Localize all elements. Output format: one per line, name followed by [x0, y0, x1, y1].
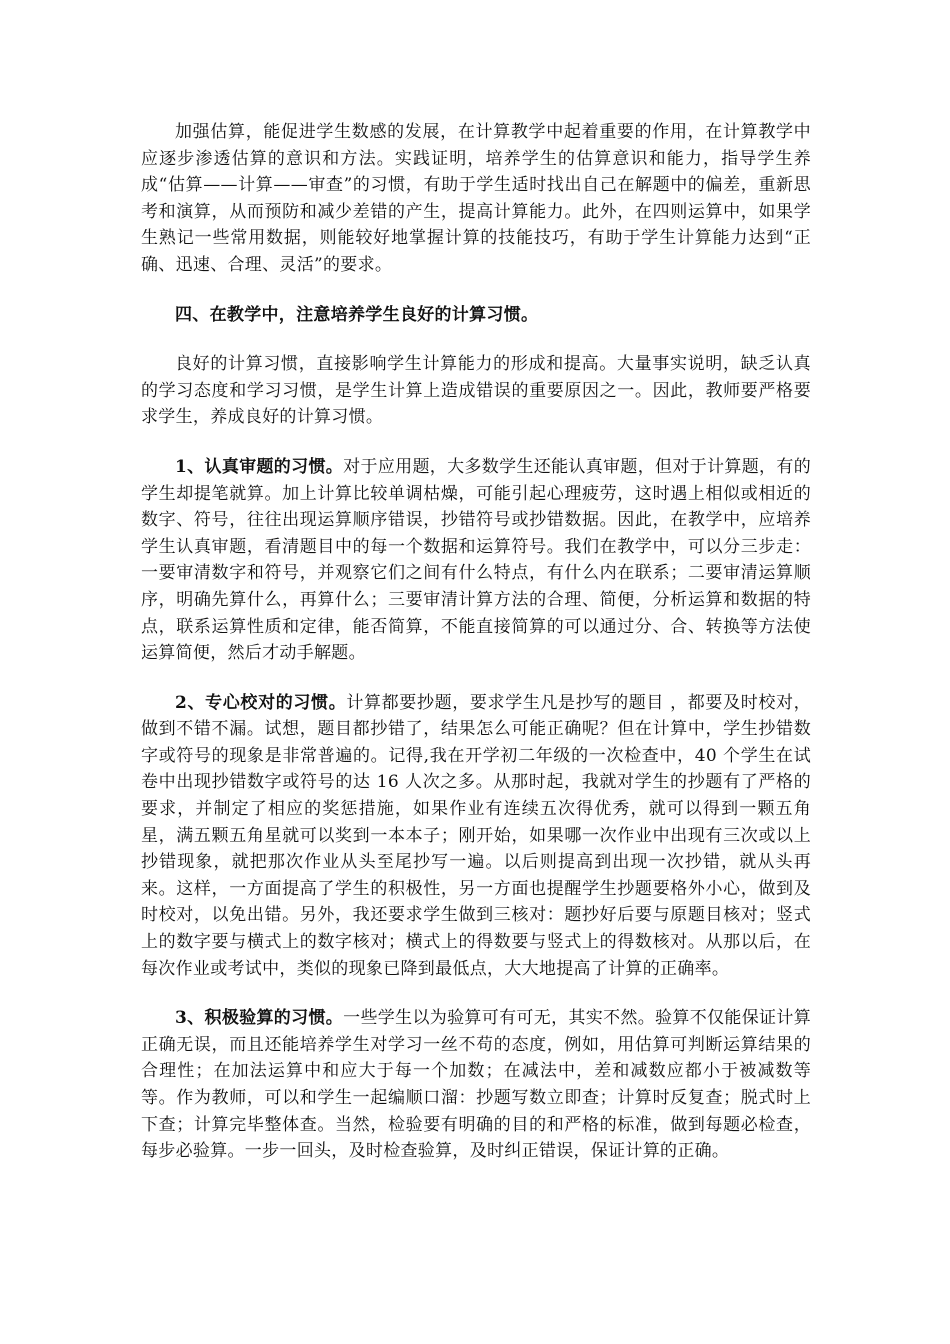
paragraph-habits-intro: 良好的计算习惯，直接影响学生计算能力的形成和提高。大量事实说明，缺乏认真的学习态度和学习习惯，是学生计算上造成错误的重要原因之一。因此，教师要严格要求学生，养成良好的计算习惯。 [141, 354, 811, 428]
section-heading-4: 四、在教学中，注意培养学生良好的计算习惯。 [175, 304, 539, 325]
item-2-body: 计算都要抄题，要求学生凡是抄写的题目 ，都要及时校对，做到不错不漏。试想，题目都抄错了，结果怎么可能正确呢？但在计算中，学生抄错数字或符号的现象是非常普遍的。记得,我在开学初二年级的一次检查中，40 个学生在试卷中出现抄错数字或符号的达 16 人次之多。从那时起，我就对学生的抄题有了严格的要求，并制定了相应的奖惩措施，如果作业有连续五次得优秀，就可以得到一颗五角星，满五颗五角星就可以奖到一本本子；刚开始，如果哪一次作业中出现有三次或以上抄错现象，就把那次作业从头至尾抄写一遍。以后则提高到出现一次抄错，就从头再来。这样，一方面提高了学生的积极性，另一方面也提醒学生抄题要格外小心，做到及时校对，以免出错。另外，我还要求学生做到三核对：题抄好后要与原题目核对；竖式上的数字要与横式上的数字核对；横式上的得数要与竖式上的得数核对。从那以后，在每次作业或考试中，类似的现象已降到最低点，大大地提高了计算的正确率。 [141, 692, 811, 979]
item-3-paragraph [141, 1005, 811, 1165]
item-1-paragraph [141, 454, 811, 667]
item-2-paragraph [141, 690, 811, 983]
document-page [141, 119, 811, 1188]
item-3-body: 一些学生以为验算可有可无，其实不然。验算不仅能保证计算正确无误，而且还能培养学生对学习一丝不苟的态度，例如，用估算可判断运算结果的合理性；在加法运算中和应大于每一个加数；在减法中，差和减数应都小于被减数等等。作为教师，可以和学生一起编顺口溜：抄题写数立即查；计算时反复查；脱式时上下查；计算完毕整体查。当然，检验要有明确的目的和严格的标准，做到每题必检查，每步必验算。一步一回头，及时检查验算，及时纠正错误，保证计算的正确。 [141, 1008, 811, 1162]
item-1-lead: 1、认真审题的习惯。 [175, 456, 344, 477]
item-3-lead: 3、积极验算的习惯。 [175, 1008, 344, 1029]
paragraph-estimation: 加强估算，能促进学生数感的发展，在计算教学中起着重要的作用，在计算教学中应逐步渗透估算的意识和方法。实践证明，培养学生的估算意识和能力，指导学生养成“估算——计算——审查”的习惯，有助于学生适时找出自己在解题中的偏差，重新思考和演算，从而预防和减少差错的产生，提高计算能力。此外，在四则运算中，如果学生熟记一些常用数据，则能较好地掌握计算的技能技巧，有助于学生计算能力达到“正确、迅速、合理、灵活”的要求。 [141, 122, 811, 275]
item-1-body: 对于应用题，大多数学生还能认真审题，但对于计算题，有的学生却提笔就算。加上计算比较单调枯燥，可能引起心理疲劳，这时遇上相似或相近的数字、符号，往往出现运算顺序错误，抄错符号或抄错数据。因此，在教学中，应培养学生认真审题，看清题目中的每一个数据和运算符号。我们在教学中，可以分三步走：一要审清数字和符号，并观察它们之间有什么特点，有什么内在联系；二要审清运算顺序，明确先算什么，再算什么；三要审清计算方法的合理、简便，分析运算和数据的特点，联系运算性质和定律，能否简算，不能直接简算的可以通过分、合、转换等方法使运算简便，然后才动手解题。 [141, 456, 811, 664]
item-2-lead: 2、专心校对的习惯。 [175, 692, 347, 713]
